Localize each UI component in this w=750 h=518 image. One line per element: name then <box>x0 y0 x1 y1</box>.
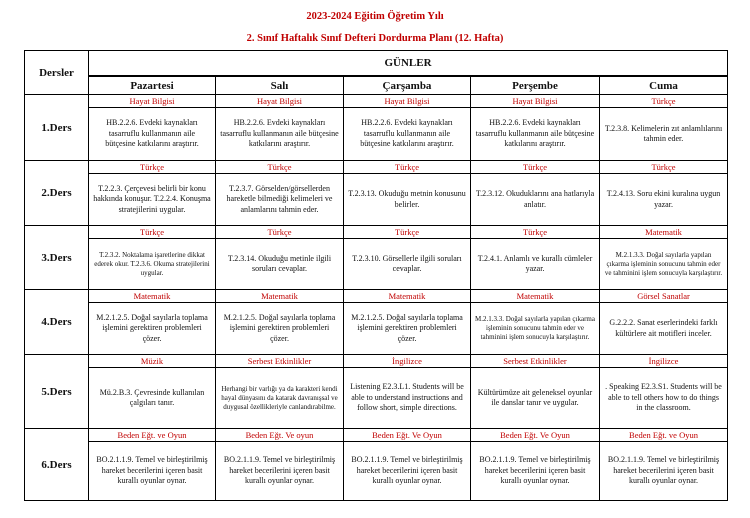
lesson-cell <box>600 429 728 501</box>
lesson-cell <box>471 355 600 429</box>
subject-label: Hayat Bilgisi <box>344 95 470 108</box>
subject-label: Türkçe <box>471 161 599 174</box>
learning-outcome-text: . Speaking E2.3.S1. Students will be able to tell others how to do things in the classroom. <box>605 382 722 413</box>
learning-outcome-text: T.2.2.3. Çerçevesi belirli bir konu hakkında konuşur. T.2.2.4. Konuşma stratejilerini uygular. <box>93 183 211 214</box>
lesson-row <box>25 290 728 355</box>
day-header-pazartesi: Pazartesi <box>89 76 216 95</box>
lesson-cell <box>344 290 471 355</box>
subject-label: Türkçe <box>216 226 343 239</box>
learning-outcome-text: T.2.3.8. Kelimelerin zıt anlamlılarını tahmin eder. <box>604 123 723 143</box>
lesson-cell <box>471 226 600 290</box>
lesson-cell <box>600 95 728 161</box>
lesson-row <box>25 429 728 501</box>
subject-label: Beden Eğt. ve Oyun <box>89 429 215 442</box>
page-title: 2023-2024 Eğitim Öğretim Yılı <box>306 11 444 22</box>
lesson-cell <box>89 161 216 226</box>
lesson-cell <box>344 226 471 290</box>
subject-label: Hayat Bilgisi <box>216 95 343 108</box>
subject-label: Türkçe <box>216 161 343 174</box>
day-header-cuma: Cuma <box>600 76 728 95</box>
lesson-cell <box>216 95 344 161</box>
lesson-row <box>25 355 728 429</box>
page-subtitle: 2. Sınıf Haftalık Sınıf Defteri Dordurma Planı (12. Hafta) <box>246 33 504 44</box>
subject-label: Türkçe <box>600 95 727 108</box>
learning-outcome-text: HB.2.2.6. Evdeki kaynakları tasarruflu kullanmanın aile bütçesine katkılarını araştırır. <box>475 118 595 149</box>
weekly-plan-table <box>24 50 728 501</box>
subject-label: Türkçe <box>471 226 599 239</box>
learning-outcome-text: T.2.3.12. Okuduklarını ana hatlarıyla anlatır. <box>475 189 595 209</box>
learning-outcome-text: BO.2.1.1.9. Temel ve birleştirilmiş hareket becerilerini içeren basit kurallı oyunlar oynar. <box>351 455 463 486</box>
subject-label: Hayat Bilgisi <box>89 95 215 108</box>
learning-outcome-text: Herhangi bir varlığı ya da karakteri kendi hayal dünyasını da katarak davranışsal ve duygusal özellikleriyle canlandırabilme. <box>221 384 338 411</box>
learning-outcome-text: HB.2.2.6. Evdeki kaynakları tasarruflu kullanmanın aile bütçesine katkılarını araştırır. <box>105 118 199 149</box>
subject-label: Hayat Bilgisi <box>471 95 599 108</box>
learning-outcome-text: BO.2.1.1.9. Temel ve birleştirilmiş hareket becerilerini içeren basit kurallı oyunlar oynar. <box>479 455 591 486</box>
learning-outcome-text: HB.2.2.6. Evdeki kaynakları tasarruflu kullanmanın aile bütçesine katkılarını araştırır. <box>220 118 339 149</box>
lesson-cell <box>89 290 216 355</box>
learning-outcome-text: T.2.4.13. Soru ekini kuralına uygun yazar. <box>606 189 721 209</box>
learning-outcome-text: T.2.3.14. Okuduğu metinle ilgili soruları cevaplar. <box>227 253 332 273</box>
subject-label: Beden Eğt. Ve Oyun <box>344 429 470 442</box>
lesson-cell <box>89 355 216 429</box>
learning-outcome-text: M.2.1.3.3. Doğal sayılarla yapılan çıkarma işleminin sonucunu tahmin eder ve tahminini işlem sonucuyla karşılaştırır. <box>604 250 723 277</box>
day-header-carsamba: Çarşamba <box>344 76 471 95</box>
learning-outcome-text: T.2.3.2. Noktalama işaretlerine dikkat ederek okur. T.2.3.6. Okuma stratejilerini uygular. <box>94 250 210 277</box>
lesson-cell <box>89 429 216 501</box>
lesson-cell <box>600 226 728 290</box>
lesson-cell <box>216 355 344 429</box>
lesson-cell <box>471 95 600 161</box>
lesson-cell <box>216 161 344 226</box>
subject-label: Görsel Sanatlar <box>600 290 727 303</box>
day-header-sali: Salı <box>216 76 344 95</box>
lesson-cell <box>216 429 344 501</box>
subject-label: Serbest Etkinlikler <box>216 355 343 368</box>
lesson-label: 6.Ders <box>25 429 89 501</box>
learning-outcome-text: HB.2.2.6. Evdeki kaynakları tasarruflu kullanmanın aile bütçesine katkılarını araştırır. <box>360 118 454 149</box>
lesson-row <box>25 226 728 290</box>
subject-label: Beden Eğt. Ve oyun <box>216 429 343 442</box>
lesson-cell <box>471 290 600 355</box>
lesson-cell <box>471 161 600 226</box>
learning-outcome-text: M.2.1.3.3. Doğal sayılarla yapılan çıkarma işleminin sonucunu tahmin eder ve tahminini işlem sonucuyla karşılaştırır. <box>475 315 595 341</box>
subject-label: Türkçe <box>344 226 470 239</box>
lesson-row <box>25 95 728 161</box>
lesson-cell <box>600 161 728 226</box>
learning-outcome-text: T.2.3.7. Görselden/görsellerden hareketle bilmediği kelimeleri ve anlamlarını tahmin eder. <box>226 183 333 214</box>
subject-label: İngilizce <box>344 355 470 368</box>
subject-label: Beden Eğt. ve Oyun <box>600 429 727 442</box>
lesson-label: 4.Ders <box>25 290 89 355</box>
lesson-cell <box>344 161 471 226</box>
learning-outcome-text: T.2.3.13. Okuduğu metnin konusunu belirler. <box>348 189 466 209</box>
learning-outcome-text: M.2.1.2.5. Doğal sayılarla toplama işlemini gerektiren problemleri çözer. <box>223 312 336 343</box>
learning-outcome-text: Kültürümüze ait geleneksel oyunlar ile danslar tanır ve uygular. <box>477 387 593 407</box>
learning-outcome-text: M.2.1.2.5. Doğal sayılarla toplama işlemini gerektiren problemleri çözer. <box>96 312 208 343</box>
day-header-persembe: Perşembe <box>471 76 600 95</box>
subject-label: Müzik <box>89 355 215 368</box>
lesson-cell <box>89 226 216 290</box>
dersler-header: Dersler <box>25 51 89 95</box>
learning-outcome-text: T.2.3.10. Görsellerle ilgili soruları cevaplar. <box>352 253 462 273</box>
subject-label: Matematik <box>216 290 343 303</box>
learning-outcome-text: Mü.2.B.3. Çevresinde kullanılan çalgıları tanır. <box>99 387 205 407</box>
lesson-cell <box>344 429 471 501</box>
lesson-cell <box>89 95 216 161</box>
subject-label: Matematik <box>471 290 599 303</box>
lesson-label: 1.Ders <box>25 95 89 161</box>
subject-label: Türkçe <box>89 161 215 174</box>
lesson-row <box>25 161 728 226</box>
lesson-cell <box>471 429 600 501</box>
subject-label: Türkçe <box>344 161 470 174</box>
learning-outcome-text: BO.2.1.1.9. Temel ve birleştirilmiş hareket becerilerini içeren basit kurallı oyunlar oynar. <box>607 455 720 486</box>
subject-label: Beden Eğt. Ve Oyun <box>471 429 599 442</box>
subject-label: Matematik <box>89 290 215 303</box>
subject-label: Serbest Etkinlikler <box>471 355 599 368</box>
subject-label: Matematik <box>344 290 470 303</box>
learning-outcome-text: Listening E2.3.L1. Students will be able to understand instructions and follow short, simple directions. <box>350 382 464 413</box>
lesson-cell <box>600 355 728 429</box>
lesson-cell <box>216 226 344 290</box>
lesson-label: 2.Ders <box>25 161 89 226</box>
lesson-cell <box>344 95 471 161</box>
subject-label: Türkçe <box>89 226 215 239</box>
subject-label: Matematik <box>600 226 727 239</box>
subject-label: Türkçe <box>600 161 727 174</box>
learning-outcome-text: M.2.1.2.5. Doğal sayılarla toplama işlemini gerektiren problemleri çözer. <box>351 312 463 343</box>
lesson-cell <box>344 355 471 429</box>
lesson-label: 5.Ders <box>25 355 89 429</box>
learning-outcome-text: G.2.2.2. Sanat eserlerindeki farklı kültürlere ait motifleri inceler. <box>609 318 718 338</box>
gunler-header: GÜNLER <box>89 51 728 77</box>
lesson-cell <box>216 290 344 355</box>
learning-outcome-text: T.2.4.1. Anlamlı ve kurallı cümleler yazar. <box>477 253 593 273</box>
lesson-label: 3.Ders <box>25 226 89 290</box>
subject-label: İngilizce <box>600 355 727 368</box>
lesson-cell <box>600 290 728 355</box>
learning-outcome-text: BO.2.1.1.9. Temel ve birleştirilmiş hareket becerilerini içeren basit kurallı oyunlar oynar. <box>223 455 336 486</box>
learning-outcome-text: BO.2.1.1.9. Temel ve birleştirilmiş hareket becerilerini içeren basit kurallı oyunlar oynar. <box>96 455 208 486</box>
